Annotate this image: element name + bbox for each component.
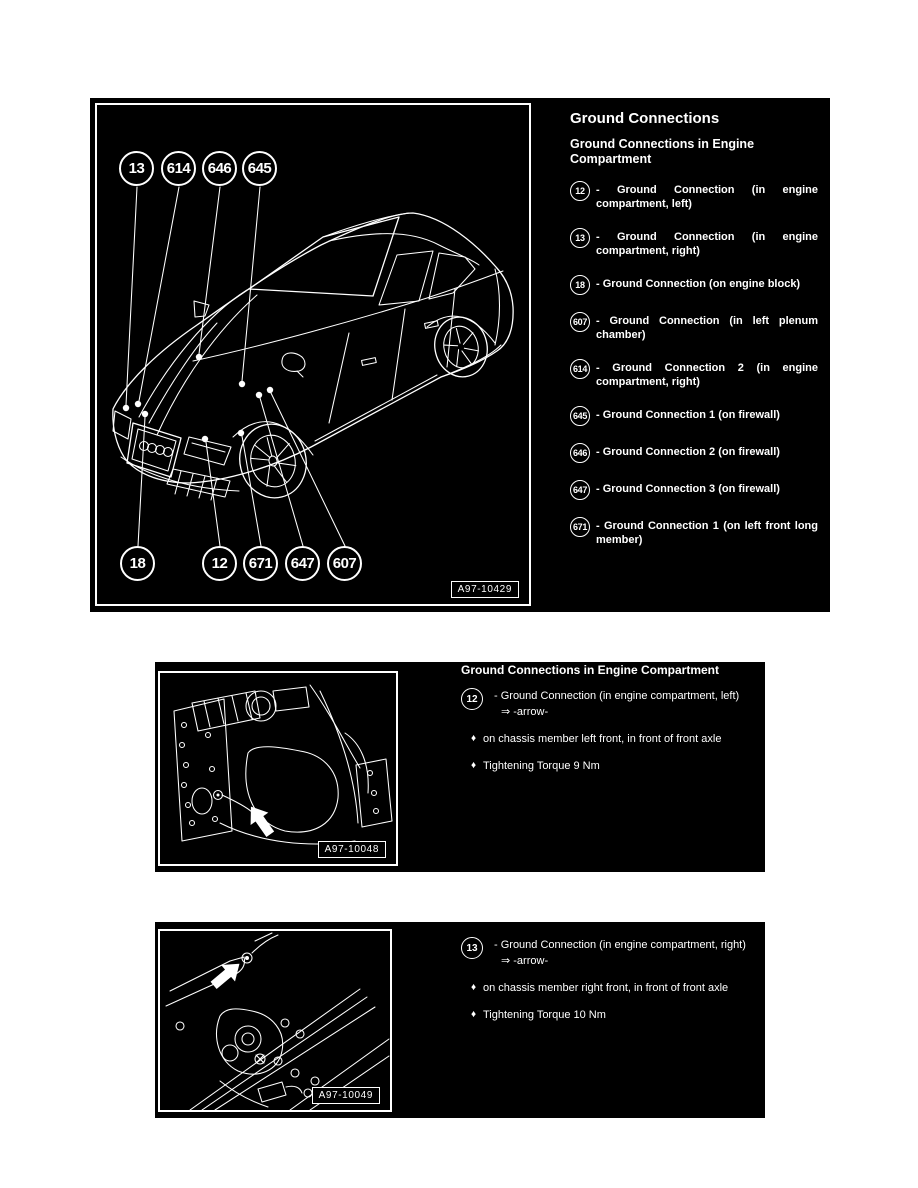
callout-13	[119, 151, 154, 186]
callout-label: 646	[207, 160, 232, 177]
chassis-member-figure	[158, 929, 392, 1112]
arrow-reference: ⇒ -arrow-	[501, 706, 549, 718]
chassis-member-diagram	[160, 931, 390, 1110]
legend-item-text: - Ground Connection 1 (on firewall)	[596, 409, 780, 421]
detail-section-header: Ground Connections in Engine Compartment	[461, 663, 719, 677]
callout-label: 614	[166, 160, 191, 177]
car-figure	[95, 103, 531, 606]
legend-item-647	[570, 482, 820, 500]
bullet-text: on chassis member right front, in front of front axle	[483, 982, 729, 994]
legend-item-13	[570, 230, 820, 258]
figure-id-label	[312, 1087, 380, 1104]
diamond-bullet-icon: ♦	[471, 982, 477, 993]
leader-lines	[123, 187, 345, 546]
detail-text-column	[455, 937, 761, 1023]
callout-671	[243, 546, 278, 581]
legend-item-number: 607	[570, 312, 590, 332]
figure-id-text: A97-10429	[457, 584, 512, 595]
legend-title: Ground Connections	[570, 110, 720, 127]
bullet-text: on chassis member left front, in front of front axle	[483, 733, 722, 745]
callout-label: 13	[128, 160, 145, 177]
legend-item-number: 13	[570, 228, 590, 248]
legend-item-645	[570, 408, 820, 426]
legend-item-614	[570, 361, 820, 389]
front-wheel	[232, 417, 314, 505]
chassis-line-art	[166, 933, 389, 1110]
engine-compartment-figure	[158, 671, 398, 866]
detail-panel-connection-12	[155, 662, 765, 872]
bullet-item	[455, 758, 761, 774]
callout-614	[161, 151, 196, 186]
callout-18	[120, 546, 155, 581]
diamond-bullet-icon: ♦	[471, 1009, 477, 1020]
connection-number-badge: 13	[461, 937, 483, 959]
legend-item-text: - Ground Connection (in engine compartment, right)	[596, 231, 818, 257]
legend-item-number: 12	[570, 181, 590, 201]
detail-text-column	[455, 663, 761, 774]
engine-compartment-diagram	[160, 673, 396, 864]
connection-title-row	[455, 937, 761, 969]
callout-label: 671	[248, 555, 273, 572]
bullet-item	[455, 731, 761, 747]
callout-label: 18	[129, 555, 146, 572]
connection-title-text: - Ground Connection (in engine compartment, left)	[494, 690, 740, 702]
legend-item-text: - Ground Connection 2 (on firewall)	[596, 446, 780, 458]
car-overview-diagram	[97, 105, 529, 604]
figure-id-text: A97-10048	[324, 844, 379, 855]
rear-wheel	[429, 312, 494, 383]
callout-646	[202, 151, 237, 186]
bullet-text: Tightening Torque 9 Nm	[483, 760, 600, 772]
legend-subtitle: Ground Connections in Engine Compartment	[570, 137, 755, 166]
legend-item-text: - Ground Connection (in engine compartment, left)	[596, 184, 818, 210]
connection-title-row	[455, 688, 761, 720]
car-body-outline	[113, 213, 513, 483]
ground-connections-overview-panel	[90, 98, 830, 612]
legend-item-number: 645	[570, 406, 590, 426]
legend-item-646	[570, 445, 820, 463]
connection-title-text: - Ground Connection (in engine compartment, right)	[494, 939, 746, 951]
diamond-bullet-icon: ♦	[471, 760, 477, 771]
legend-item-671	[570, 519, 820, 547]
callout-label: 645	[247, 160, 272, 177]
legend-item-text: - Ground Connection 3 (on firewall)	[596, 483, 780, 495]
legend-item-number: 647	[570, 480, 590, 500]
left-mirror	[194, 301, 209, 317]
figure-id-text: A97-10049	[318, 1090, 373, 1101]
callout-label: 607	[332, 555, 357, 572]
figure-id-label	[451, 581, 519, 598]
diamond-bullet-icon: ♦	[471, 733, 477, 744]
pointer-arrow-icon	[207, 955, 247, 993]
callout-607	[327, 546, 362, 581]
connection-title	[494, 937, 746, 969]
bullet-item	[455, 1007, 761, 1023]
ground-connections-legend	[570, 110, 820, 566]
callout-647	[285, 546, 320, 581]
legend-item-text: - Ground Connection 2 (in engine compartment, right)	[596, 362, 818, 388]
legend-item-12	[570, 183, 820, 211]
legend-item-number: 671	[570, 517, 590, 537]
callout-label: 12	[211, 555, 228, 572]
arrow-reference: ⇒ -arrow-	[501, 955, 549, 967]
bullet-text: Tightening Torque 10 Nm	[483, 1009, 606, 1021]
legend-item-18	[570, 277, 820, 295]
legend-item-text: - Ground Connection (in left plenum chamber)	[596, 315, 818, 341]
callout-label: 647	[290, 555, 315, 572]
figure-id-label	[318, 841, 386, 858]
legend-item-number: 18	[570, 275, 590, 295]
legend-item-text: - Ground Connection (on engine block)	[596, 278, 801, 290]
detail-panel-connection-13	[155, 922, 765, 1118]
legend-item-number: 614	[570, 359, 590, 379]
bullet-item	[455, 980, 761, 996]
connection-title	[494, 688, 739, 720]
legend-item-text: - Ground Connection 1 (on left front long member)	[596, 520, 818, 546]
rear-wheel-arch	[427, 316, 495, 343]
right-mirror	[282, 353, 305, 377]
callout-645	[242, 151, 277, 186]
legend-item-607	[570, 314, 820, 342]
engine-line-art	[174, 685, 392, 844]
legend-item-number: 646	[570, 443, 590, 463]
callout-12	[202, 546, 237, 581]
connection-number-badge: 12	[461, 688, 483, 710]
